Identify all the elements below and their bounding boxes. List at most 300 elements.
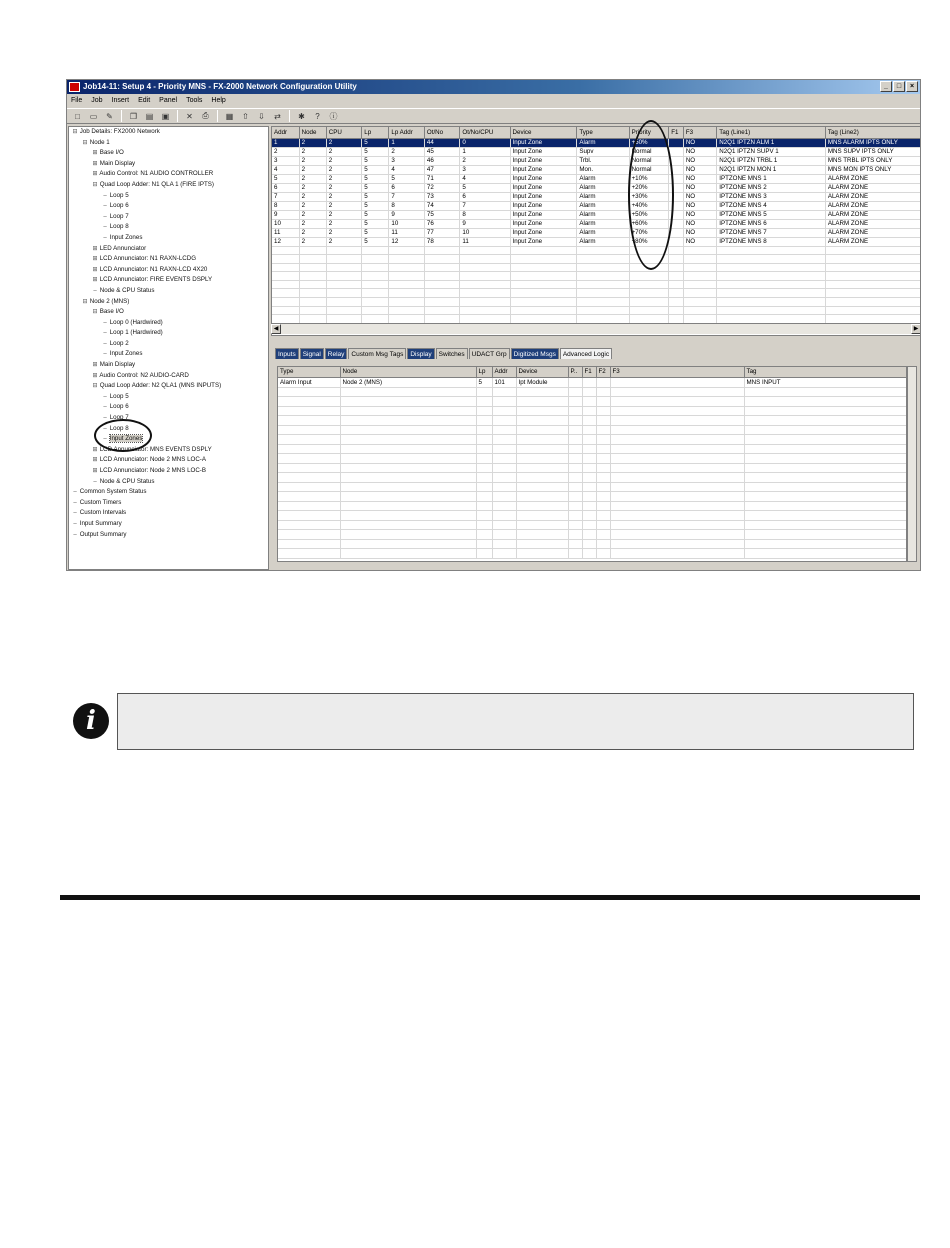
zones-column-header[interactable]: Ot/No/CPU — [460, 127, 510, 138]
zones-column-header[interactable]: F3 — [683, 127, 716, 138]
collapse-icon[interactable]: ⊟ — [92, 309, 98, 316]
menu-job[interactable]: Job — [91, 97, 103, 104]
tree-node[interactable] — [69, 487, 268, 498]
expand-icon[interactable]: ⊞ — [92, 457, 98, 464]
table-cell — [492, 482, 516, 492]
table-cell — [326, 298, 362, 307]
table-cell — [825, 306, 921, 315]
table-cell — [582, 539, 596, 549]
table-cell: 9 — [460, 219, 510, 228]
tree-node[interactable] — [69, 349, 268, 360]
tree-node-label: Node & CPU Status — [99, 286, 155, 294]
tree-node[interactable] — [69, 148, 268, 159]
table-cell — [669, 298, 684, 307]
zones-column-header[interactable]: Addr — [272, 127, 299, 138]
collapse-icon[interactable]: ⊟ — [82, 298, 88, 305]
table-row[interactable] — [272, 228, 921, 237]
table-cell — [272, 280, 299, 289]
tree-node[interactable] — [69, 328, 268, 339]
tab-advanced-logic[interactable]: Advanced Logic — [560, 348, 612, 359]
table-cell — [610, 387, 744, 397]
menu-edit[interactable]: Edit — [138, 97, 151, 104]
save-icon[interactable]: ▣ — [161, 111, 170, 121]
tree-node[interactable] — [69, 254, 268, 265]
table-cell — [424, 298, 460, 307]
table-cell: 10 — [272, 219, 299, 228]
table-cell: 73 — [424, 192, 460, 201]
inputs-column-header[interactable]: F1 — [582, 367, 596, 377]
table-cell — [476, 463, 492, 473]
download-icon[interactable]: ⇩ — [258, 111, 265, 121]
table-cell — [299, 306, 326, 315]
table-cell — [516, 425, 568, 435]
table-cell — [577, 263, 629, 272]
table-cell: 5 — [362, 201, 389, 210]
table-cell — [596, 397, 610, 407]
tree-node-label: LCD Annunciator: N1 RAXN-LCDG — [99, 255, 197, 263]
tree-node-label: Loop 6 — [109, 403, 129, 411]
edit-icon[interactable]: ✎ — [106, 111, 113, 121]
table-cell — [340, 539, 476, 549]
table-row[interactable] — [272, 138, 921, 147]
tree-line-icon: – — [103, 393, 107, 400]
table-cell — [424, 255, 460, 264]
table-cell — [278, 397, 340, 407]
table-cell — [362, 289, 389, 298]
table-cell — [278, 520, 340, 530]
table-cell — [476, 473, 492, 483]
table-cell — [669, 147, 684, 156]
paste-icon[interactable]: ▤ — [145, 111, 154, 121]
table-cell: +80% — [629, 237, 669, 246]
table-cell — [278, 530, 340, 540]
tree-node-label: Loop 5 — [109, 191, 129, 199]
table-cell: 2 — [326, 165, 362, 174]
table-cell — [629, 298, 669, 307]
tree-line-icon: – — [103, 213, 107, 220]
table-cell — [582, 397, 596, 407]
open-icon[interactable]: ▭ — [89, 111, 98, 121]
table-cell — [568, 549, 582, 559]
table-cell — [577, 246, 629, 255]
table-cell — [340, 397, 476, 407]
tree-node[interactable] — [69, 477, 268, 488]
table-cell — [424, 306, 460, 315]
table-cell: ALARM ZONE — [825, 201, 921, 210]
table-cell — [582, 444, 596, 454]
table-cell — [510, 289, 577, 298]
table-cell: 4 — [389, 165, 425, 174]
tree-node[interactable] — [69, 339, 268, 350]
inputs-column-header[interactable]: Lp — [476, 367, 492, 377]
table-row[interactable] — [272, 210, 921, 219]
table-cell — [568, 454, 582, 464]
table-cell — [717, 272, 826, 281]
tree-node[interactable] — [69, 244, 268, 255]
tree-node[interactable] — [69, 212, 268, 223]
zones-column-header[interactable]: F1 — [669, 127, 684, 138]
table-cell: 3 — [460, 165, 510, 174]
inputs-column-header[interactable]: Tag — [744, 367, 907, 377]
zones-column-header[interactable]: Type — [577, 127, 629, 138]
tree-node-label: Audio Control: N2 AUDIO-CARD — [99, 371, 189, 379]
table-cell — [492, 416, 516, 426]
zones-column-header[interactable]: Tag (Line1) — [717, 127, 826, 138]
table-cell: 5 — [389, 174, 425, 183]
tree-node[interactable] — [69, 275, 268, 286]
tree-node[interactable] — [69, 159, 268, 170]
table-cell — [272, 272, 299, 281]
settings-icon[interactable]: ✱ — [298, 111, 305, 121]
table-cell — [299, 255, 326, 264]
table-cell: Input Zone — [510, 210, 577, 219]
table-cell — [669, 138, 684, 147]
table-cell — [516, 501, 568, 511]
table-cell: 5 — [362, 147, 389, 156]
tree-node[interactable] — [69, 402, 268, 413]
table-cell: 6 — [460, 192, 510, 201]
table-cell — [744, 539, 907, 549]
table-cell — [299, 246, 326, 255]
table-cell — [340, 530, 476, 540]
table-cell — [596, 463, 610, 473]
tree-node[interactable] — [69, 169, 268, 180]
inputs-column-header[interactable]: Node — [340, 367, 476, 377]
table-cell: MNS INPUT — [744, 377, 907, 387]
table-cell: NO — [683, 192, 716, 201]
table-cell: 2 — [326, 138, 362, 147]
tree-node[interactable] — [69, 371, 268, 382]
table-cell: 5 — [460, 183, 510, 192]
tree-node[interactable] — [69, 498, 268, 509]
table-cell — [577, 306, 629, 315]
expand-icon[interactable]: ⊞ — [92, 171, 98, 178]
table-cell: ALARM ZONE — [825, 237, 921, 246]
expand-icon[interactable]: ⊞ — [92, 277, 98, 284]
tree-node[interactable] — [69, 138, 268, 149]
table-cell: NO — [683, 201, 716, 210]
table-row[interactable] — [272, 174, 921, 183]
table-row — [278, 435, 907, 445]
toolbar-separator — [289, 110, 290, 122]
table-row[interactable] — [272, 192, 921, 201]
table-cell — [596, 501, 610, 511]
table-cell: IPTZONE MNS 3 — [717, 192, 826, 201]
zones-column-header[interactable]: Device — [510, 127, 577, 138]
menu-help[interactable]: Help — [211, 97, 226, 104]
tree-node-label: Custom Timers — [79, 498, 122, 506]
tab-udact-grp[interactable]: UDACT Grp — [469, 348, 510, 359]
table-row[interactable] — [272, 219, 921, 228]
table-cell — [326, 246, 362, 255]
table-cell: 2 — [299, 192, 326, 201]
table-row — [278, 530, 907, 540]
table-cell — [629, 306, 669, 315]
table-cell: Alarm — [577, 219, 629, 228]
table-cell — [340, 520, 476, 530]
scroll-left-icon[interactable]: ◀ — [271, 324, 281, 334]
compare-icon[interactable]: ⇄ — [274, 111, 281, 121]
tree-node[interactable] — [69, 434, 268, 445]
table-cell — [577, 298, 629, 307]
expand-icon[interactable]: ⊞ — [92, 468, 98, 474]
collapse-icon[interactable]: ⊟ — [72, 129, 78, 135]
table-cell: +20% — [629, 183, 669, 192]
close-button[interactable]: × — [906, 81, 918, 92]
table-cell — [492, 387, 516, 397]
inputs-column-header[interactable]: Type — [278, 367, 340, 377]
table-cell: +50% — [629, 138, 669, 147]
table-cell — [717, 246, 826, 255]
table-cell — [610, 539, 744, 549]
table-cell — [610, 406, 744, 416]
tree-node[interactable] — [69, 265, 268, 276]
table-cell — [278, 482, 340, 492]
table-cell: N2Q1 IPTZN MON 1 — [717, 165, 826, 174]
tree-node[interactable] — [69, 127, 268, 138]
print-icon[interactable]: ⎙ — [202, 111, 209, 120]
table-cell — [568, 425, 582, 435]
table-cell: 1 — [460, 147, 510, 156]
table-cell: +50% — [629, 210, 669, 219]
table-cell: MNS TRBL IPTS ONLY — [825, 156, 921, 165]
table-cell — [510, 255, 577, 264]
table-row — [278, 416, 907, 426]
tree-line-icon: – — [103, 203, 107, 210]
tab-custom-msg-tags[interactable]: Custom Msg Tags — [348, 348, 406, 359]
tree-node[interactable] — [69, 201, 268, 212]
zones-grid — [271, 126, 921, 336]
table-cell — [744, 387, 907, 397]
table-cell — [744, 530, 907, 540]
tree-node[interactable] — [69, 222, 268, 233]
table-cell — [299, 289, 326, 298]
tab-relay[interactable]: Relay — [325, 348, 348, 359]
vertical-scrollbar[interactable] — [907, 366, 917, 562]
expand-icon[interactable]: ⊞ — [92, 150, 98, 157]
tree-node[interactable] — [69, 455, 268, 466]
table-cell: 6 — [272, 183, 299, 192]
job-tree[interactable] — [68, 126, 269, 570]
table-cell — [582, 501, 596, 511]
table-cell — [340, 473, 476, 483]
collapse-icon[interactable]: ⊟ — [82, 139, 88, 146]
table-cell — [596, 520, 610, 530]
tree-node[interactable] — [69, 297, 268, 308]
tree-node[interactable] — [69, 191, 268, 202]
tree-node[interactable] — [69, 466, 268, 477]
tree-line-icon: – — [103, 224, 107, 231]
table-row[interactable] — [272, 237, 921, 246]
table-cell: IPTZONE MNS 7 — [717, 228, 826, 237]
menu-panel[interactable]: Panel — [159, 97, 178, 104]
table-cell — [610, 530, 744, 540]
expand-icon[interactable]: ⊞ — [92, 266, 98, 273]
expand-icon[interactable]: ⊞ — [92, 256, 98, 263]
tree-node[interactable] — [69, 318, 268, 329]
tree-node[interactable] — [69, 519, 268, 530]
table-cell — [669, 237, 684, 246]
zones-column-header[interactable]: Lp — [362, 127, 389, 138]
table-cell: IPTZONE MNS 5 — [717, 210, 826, 219]
zones-column-header[interactable]: Node — [299, 127, 326, 138]
expand-icon[interactable]: ⊞ — [92, 245, 98, 252]
table-cell: 9 — [389, 210, 425, 219]
table-cell — [582, 416, 596, 426]
tree-node[interactable] — [69, 360, 268, 371]
table-cell — [476, 406, 492, 416]
expand-icon[interactable]: ⊞ — [92, 446, 98, 453]
table-cell: NO — [683, 228, 716, 237]
collapse-icon[interactable]: ⊟ — [92, 383, 98, 390]
table-cell: 77 — [424, 228, 460, 237]
table-cell — [492, 473, 516, 483]
toolbar — [67, 108, 920, 124]
tree-node[interactable] — [69, 413, 268, 424]
inputs-column-header[interactable]: Addr — [492, 367, 516, 377]
table-row[interactable] — [272, 147, 921, 156]
table-cell — [744, 473, 907, 483]
table-cell — [340, 435, 476, 445]
table-cell — [669, 272, 684, 281]
zones-column-header[interactable]: Tag (Line2) — [825, 127, 921, 138]
new-icon[interactable]: □ — [75, 111, 80, 121]
table-cell: N2Q1 IPTZN TRBL 1 — [717, 156, 826, 165]
inputs-table — [278, 367, 907, 559]
tree-node[interactable] — [69, 233, 268, 244]
menu-tools[interactable]: Tools — [186, 97, 203, 104]
tree-node[interactable] — [69, 286, 268, 297]
table-cell — [340, 501, 476, 511]
table-cell: Input Zone — [510, 165, 577, 174]
inputs-column-header[interactable]: P.. — [568, 367, 582, 377]
table-row[interactable] — [272, 165, 921, 174]
table-cell: NO — [683, 237, 716, 246]
table-cell — [669, 183, 684, 192]
tab-signal[interactable]: Signal — [300, 348, 324, 359]
table-cell: Node 2 (MNS) — [340, 377, 476, 387]
table-cell: NO — [683, 156, 716, 165]
table-row[interactable] — [278, 377, 907, 387]
tab-display[interactable]: Display — [407, 348, 434, 359]
table-row[interactable] — [272, 156, 921, 165]
panel-icon[interactable]: ▦ — [225, 111, 234, 121]
upload-icon[interactable]: ⇧ — [242, 111, 249, 121]
table-cell — [683, 289, 716, 298]
delete-icon[interactable]: ✕ — [186, 111, 193, 121]
table-cell — [516, 444, 568, 454]
tree-node-label: Main Display — [99, 361, 136, 369]
tab-inputs[interactable]: Inputs — [275, 348, 299, 359]
table-cell — [669, 156, 684, 165]
table-cell — [825, 263, 921, 272]
expand-icon[interactable]: ⊞ — [92, 160, 98, 167]
tree-node[interactable] — [69, 445, 268, 456]
table-cell — [669, 228, 684, 237]
table-cell — [669, 246, 684, 255]
detail-tabs — [275, 348, 612, 359]
zones-column-header[interactable]: Priority — [629, 127, 669, 138]
tree-line-icon: – — [73, 489, 77, 496]
tree-node[interactable] — [69, 381, 268, 392]
tab-switches[interactable]: Switches — [436, 348, 468, 359]
collapse-icon[interactable]: ⊟ — [92, 181, 98, 188]
table-row[interactable] — [272, 183, 921, 192]
table-cell — [340, 406, 476, 416]
horizontal-scrollbar[interactable] — [271, 323, 921, 334]
table-cell: 74 — [424, 201, 460, 210]
table-cell — [460, 289, 510, 298]
help-icon[interactable]: ? — [315, 111, 320, 121]
table-cell — [568, 530, 582, 540]
tab-digitized-msgs[interactable]: Digitized Msgs — [511, 348, 559, 359]
table-cell: 72 — [424, 183, 460, 192]
table-cell: 2 — [326, 219, 362, 228]
table-cell — [610, 435, 744, 445]
minimize-button[interactable]: _ — [880, 81, 892, 92]
table-cell — [299, 263, 326, 272]
table-cell — [516, 530, 568, 540]
table-cell — [669, 210, 684, 219]
table-cell: 3 — [389, 156, 425, 165]
table-cell — [610, 482, 744, 492]
scroll-right-icon[interactable]: ▶ — [911, 324, 921, 334]
table-cell — [683, 255, 716, 264]
menu-file[interactable]: File — [71, 97, 83, 104]
zones-column-header[interactable]: Lp Addr — [389, 127, 425, 138]
inputs-column-header[interactable]: F2 — [596, 367, 610, 377]
table-cell — [629, 289, 669, 298]
table-cell — [492, 511, 516, 521]
zones-column-header[interactable]: CPU — [326, 127, 362, 138]
table-cell: 45 — [424, 147, 460, 156]
tree-node[interactable] — [69, 508, 268, 519]
table-cell — [424, 280, 460, 289]
tree-node[interactable] — [69, 307, 268, 318]
table-row — [278, 444, 907, 454]
table-row[interactable] — [272, 201, 921, 210]
inputs-column-header[interactable]: F3 — [610, 367, 744, 377]
table-cell: +60% — [629, 219, 669, 228]
inputs-column-header[interactable]: Device — [516, 367, 568, 377]
table-cell — [596, 454, 610, 464]
maximize-button[interactable]: □ — [893, 81, 905, 92]
about-icon[interactable]: ⓘ — [329, 111, 338, 121]
table-cell — [492, 539, 516, 549]
table-cell — [582, 425, 596, 435]
expand-icon[interactable]: ⊞ — [92, 372, 98, 379]
table-cell — [744, 463, 907, 473]
table-cell — [476, 492, 492, 502]
copy-icon[interactable]: ❐ — [129, 111, 138, 121]
table-cell — [568, 444, 582, 454]
tree-node[interactable] — [69, 424, 268, 435]
zones-column-header[interactable]: Ot/No — [424, 127, 460, 138]
menu-insert[interactable]: Insert — [111, 97, 130, 104]
table-cell — [492, 501, 516, 511]
table-cell — [610, 454, 744, 464]
table-cell — [744, 492, 907, 502]
expand-icon[interactable]: ⊞ — [92, 362, 98, 369]
table-cell: 11 — [272, 228, 299, 237]
tree-node[interactable] — [69, 180, 268, 191]
tree-line-icon: – — [103, 425, 107, 432]
table-row — [278, 397, 907, 407]
table-cell — [516, 511, 568, 521]
tree-node[interactable] — [69, 392, 268, 403]
tree-node[interactable] — [69, 530, 268, 541]
table-cell — [610, 416, 744, 426]
